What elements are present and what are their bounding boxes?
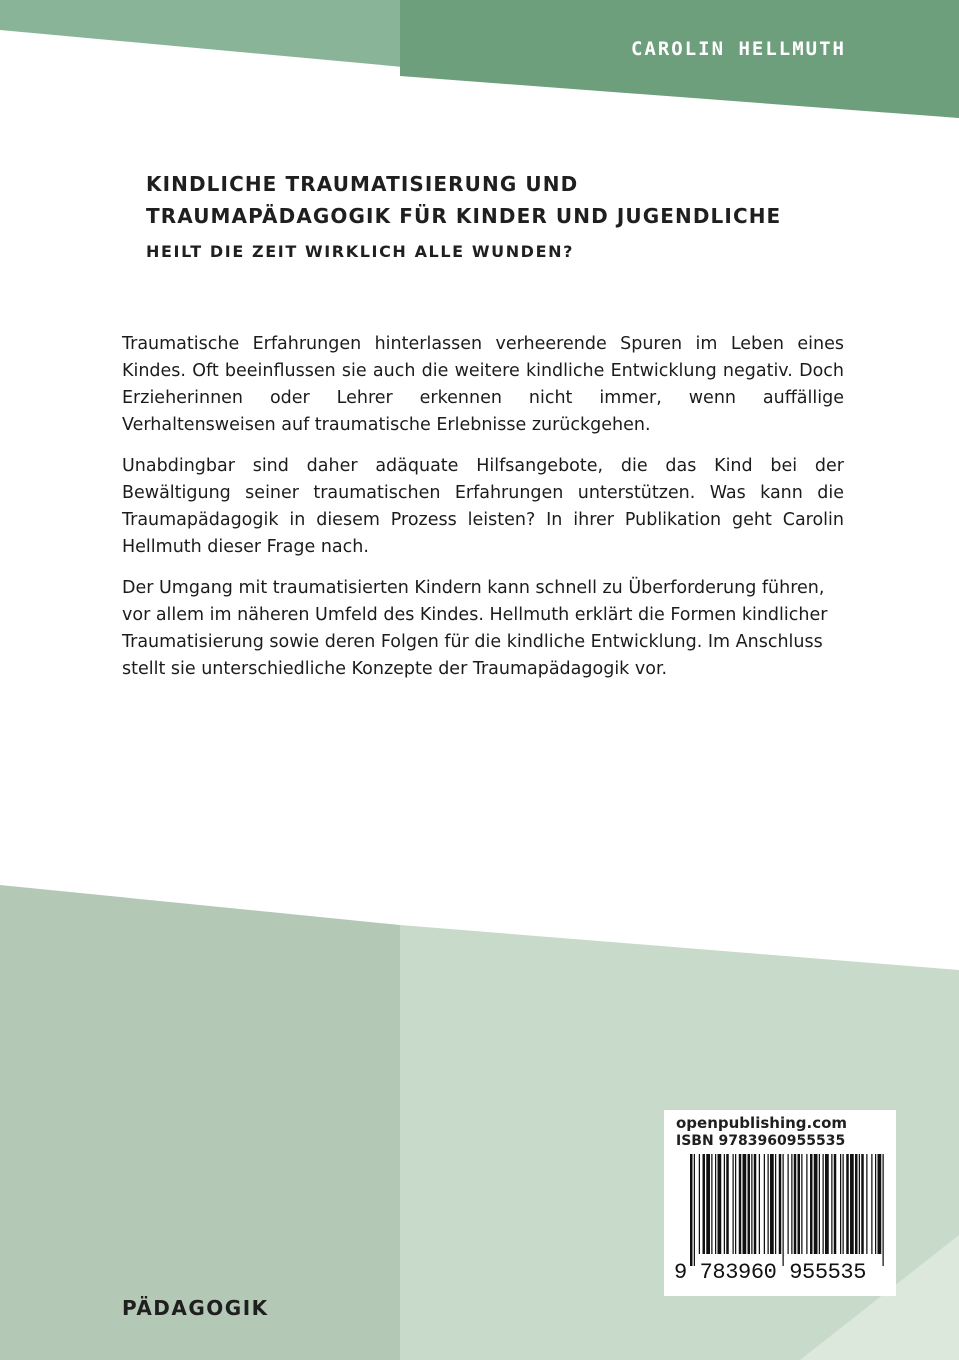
barcode-bar [711, 1154, 712, 1254]
barcode-bar [825, 1154, 829, 1254]
barcode-bar [834, 1154, 837, 1254]
barcode-bar [883, 1154, 884, 1266]
barcode-bar [759, 1154, 760, 1254]
blurb-paragraph-3: Der Umgang mit traumatisierten Kindern kann schnell zu Überforderung führen, vor allem im näheren Umfeld des Kindes. Hellmuth erklärt die Formen kindlicher Traumatisierung sowie deren Folgen für die kindliche Entwicklung. Im Anschluss stellt sie unterschiedliche Konzepte der Traumapädagogik vor. [122, 578, 828, 679]
book-title-block [146, 168, 906, 261]
isbn-label: ISBN 9783960955535 [676, 1133, 846, 1149]
barcode-bar [861, 1154, 864, 1254]
barcode-bar [798, 1154, 801, 1254]
blurb-paragraph-2: Unabdingbar sind daher adäquate Hilfsangebote, die das Kind bei der Bewältigung seiner traumatischen Erfahrungen unterstützen. Was kann die Traumapädagogik in diesem Prozess leisten? In ihrer Publikation geht Carolin Hellmuth dieser Frage nach. [122, 456, 844, 557]
barcode-bar [751, 1154, 752, 1254]
barcode-bar [859, 1154, 860, 1254]
bottom-band-left [0, 885, 400, 1360]
barcode-bar [806, 1154, 807, 1254]
barcode-bar [699, 1154, 700, 1254]
barcode-bar [694, 1154, 695, 1266]
barcode-bar [846, 1154, 849, 1254]
barcode-bar [788, 1154, 789, 1254]
category-label: PÄDAGOGIK [122, 1296, 269, 1320]
barcode-bar [779, 1154, 782, 1254]
barcode-bar [703, 1154, 706, 1254]
book-title-line-1: KINDLICHE TRAUMATISIERUNG UND [146, 172, 579, 196]
barcode-bar [801, 1154, 802, 1254]
barcode-bar [739, 1154, 742, 1254]
barcode-bar [866, 1154, 867, 1254]
barcode-bar [878, 1154, 882, 1254]
barcode-bar [690, 1154, 693, 1266]
barcode-bar [706, 1154, 710, 1254]
barcode-bar [754, 1154, 757, 1254]
barcode-bar [810, 1154, 813, 1254]
barcode-bar [794, 1154, 797, 1254]
barcode-bar [783, 1154, 784, 1266]
barcode-bar [775, 1154, 776, 1254]
barcode-image [690, 1154, 890, 1266]
barcode-bar [831, 1154, 832, 1254]
barcode-bar [819, 1154, 820, 1254]
barcode-bar [855, 1154, 858, 1254]
barcode-bar [843, 1154, 844, 1254]
barcode-bar [768, 1154, 769, 1254]
barcode-bar [791, 1154, 792, 1254]
barcode-bar [724, 1154, 725, 1254]
barcode-bar [814, 1154, 818, 1254]
barcode-bar [726, 1154, 729, 1254]
blurb-paragraph-1: Traumatische Erfahrungen hinterlassen verheerende Spuren im Leben eines Kindes. Oft beeinflussen sie auch die weitere kindliche Entwicklung negativ. Doch Erzieherinnen oder Lehrer erkennen nicht immer, wenn auffällige Verhaltensweisen auf traumatische Erlebnisse zurückgehen. [122, 334, 844, 435]
book-title-line-2: TRAUMAPÄDAGOGIK FÜR KINDER UND JUGENDLICHE [146, 204, 782, 228]
blurb-text [122, 331, 844, 697]
author-name: CAROLIN HELLMUTH [630, 38, 846, 60]
barcode-bar [715, 1154, 716, 1254]
barcode-bar [770, 1154, 774, 1254]
barcode-bar [748, 1154, 751, 1254]
barcode-bar [733, 1154, 734, 1254]
barcode-bar [743, 1154, 747, 1254]
barcode-bar [871, 1154, 872, 1254]
barcode-bar [823, 1154, 824, 1254]
barcode-bar [718, 1154, 722, 1254]
book-subtitle: HEILT DIE ZEIT WIRKLICH ALLE WUNDEN? [146, 242, 574, 261]
isbn-barcode-area [664, 1110, 896, 1296]
barcode-bar [840, 1154, 841, 1254]
barcode-bar [735, 1154, 736, 1254]
isbn-digits: 9 783960 955535 [674, 1260, 867, 1285]
barcode-bar [875, 1154, 876, 1254]
barcode-bar [850, 1154, 854, 1254]
barcode-bar [764, 1154, 765, 1254]
publisher-url: openpublishing.com [676, 1114, 848, 1132]
